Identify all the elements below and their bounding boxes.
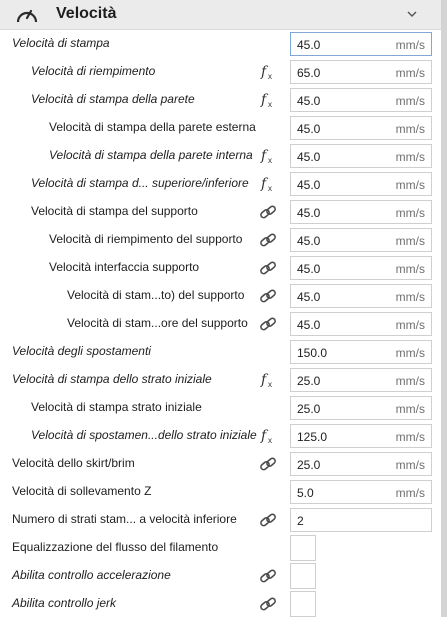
setting-row [0, 254, 441, 282]
field-unit: mm/s [395, 150, 425, 164]
link-icon[interactable] [258, 287, 278, 305]
field-value: 25.0 [297, 402, 321, 416]
setting-row [0, 338, 441, 366]
setting-label: Velocità di stam...to) del supporto [67, 288, 245, 302]
svg-text:x: x [268, 184, 272, 193]
link-icon[interactable] [258, 511, 278, 529]
field-value: 45.0 [297, 290, 321, 304]
setting-label: Velocità interfaccia supporto [49, 260, 200, 274]
setting-row [0, 142, 441, 170]
setting-value-field[interactable] [290, 340, 432, 364]
field-unit: mm/s [395, 346, 425, 360]
setting-label: Velocità di stampa dello strato iniziale [12, 372, 212, 386]
setting-checkbox[interactable] [290, 563, 316, 589]
field-unit: mm/s [395, 122, 425, 136]
field-value: 25.0 [297, 374, 321, 388]
field-unit: mm/s [395, 66, 425, 80]
link-icon[interactable] [258, 567, 278, 585]
field-unit: mm/s [395, 290, 425, 304]
setting-label: Velocità di riempimento [31, 64, 156, 78]
svg-text:x: x [268, 72, 272, 81]
setting-label: Velocità di stam...ore del supporto [67, 316, 248, 330]
field-value: 150.0 [297, 346, 328, 360]
link-icon[interactable] [258, 315, 278, 333]
svg-text:x: x [268, 156, 272, 165]
section-header-velocita[interactable] [0, 0, 441, 30]
setting-value-field[interactable] [290, 228, 432, 252]
setting-label: Velocità di stampa d... superiore/inferiore [31, 176, 249, 190]
svg-text:x: x [268, 100, 272, 109]
setting-checkbox[interactable] [290, 591, 316, 617]
field-unit: mm/s [395, 38, 425, 52]
setting-label: Velocità dello skirt/brim [12, 456, 135, 470]
setting-checkbox[interactable] [290, 535, 316, 561]
svg-text:f: f [261, 92, 267, 108]
field-unit: mm/s [395, 430, 425, 444]
fx-function-icon[interactable] [258, 63, 278, 81]
setting-row [0, 198, 441, 226]
field-value: 45.0 [297, 206, 321, 220]
field-unit: mm/s [395, 94, 425, 108]
setting-row [0, 114, 441, 142]
field-value: 45.0 [297, 94, 321, 108]
setting-label: Abilita controllo accelerazione [12, 568, 171, 582]
setting-value-field[interactable] [290, 396, 432, 420]
chevron-down-icon[interactable] [404, 7, 420, 21]
setting-row [0, 422, 441, 450]
field-unit: mm/s [395, 262, 425, 276]
field-unit: mm/s [395, 374, 425, 388]
setting-value-field[interactable] [290, 60, 432, 84]
setting-value-field[interactable] [290, 480, 432, 504]
speedometer-icon [14, 5, 40, 25]
setting-label: Velocità di sollevamento Z [12, 484, 152, 498]
field-unit: mm/s [395, 178, 425, 192]
setting-row [0, 58, 441, 86]
field-value: 65.0 [297, 66, 321, 80]
setting-value-field[interactable] [290, 424, 432, 448]
svg-text:x: x [268, 380, 272, 389]
field-unit: mm/s [395, 206, 425, 220]
setting-row [0, 562, 441, 590]
setting-value-field[interactable] [290, 200, 432, 224]
field-unit: mm/s [395, 318, 425, 332]
setting-label: Velocità di stampa [12, 36, 110, 50]
setting-row [0, 310, 441, 338]
setting-row [0, 450, 441, 478]
setting-value-field[interactable] [290, 312, 432, 336]
svg-text:f: f [261, 372, 267, 388]
setting-label: Velocità di stampa della parete esterna [49, 120, 256, 134]
setting-row [0, 478, 441, 506]
setting-label: Velocità di riempimento del supporto [49, 232, 243, 246]
field-unit: mm/s [395, 402, 425, 416]
setting-label: Equalizzazione del flusso del filamento [12, 540, 219, 554]
setting-row [0, 590, 441, 618]
setting-label: Velocità di stampa della parete [31, 92, 195, 106]
setting-row [0, 282, 441, 310]
field-value: 45.0 [297, 38, 321, 52]
setting-label: Numero di strati stam... a velocità inferiore [12, 512, 237, 526]
setting-row [0, 86, 441, 114]
setting-value-field[interactable] [290, 172, 432, 196]
fx-function-icon[interactable] [258, 91, 278, 109]
fx-function-icon[interactable] [258, 147, 278, 165]
field-value: 5.0 [297, 486, 314, 500]
setting-value-field[interactable] [290, 88, 432, 112]
field-value: 45.0 [297, 234, 321, 248]
setting-label: Velocità di stampa della parete interna [49, 148, 253, 162]
link-icon[interactable] [258, 231, 278, 249]
setting-label: Velocità di stampa del supporto [31, 204, 198, 218]
setting-value-field[interactable] [290, 144, 432, 168]
svg-text:f: f [261, 64, 267, 80]
field-unit: mm/s [395, 486, 425, 500]
field-value: 125.0 [297, 430, 328, 444]
fx-function-icon[interactable] [258, 371, 278, 389]
svg-text:x: x [268, 436, 272, 445]
setting-label: Velocità di stampa strato iniziale [31, 400, 202, 414]
field-value: 45.0 [297, 318, 321, 332]
setting-value-field[interactable] [290, 368, 432, 392]
setting-row [0, 30, 441, 58]
setting-row [0, 394, 441, 422]
field-value: 45.0 [297, 262, 321, 276]
field-value: 25.0 [297, 458, 321, 472]
setting-label: Abilita controllo jerk [12, 596, 117, 610]
fx-function-icon[interactable] [258, 427, 278, 445]
field-value: 45.0 [297, 122, 321, 136]
setting-row [0, 226, 441, 254]
setting-row [0, 534, 441, 562]
field-value: 45.0 [297, 178, 321, 192]
svg-text:f: f [261, 148, 267, 164]
setting-value-field[interactable] [290, 284, 432, 308]
setting-label: Velocità di spostamen...dello strato iniziale [31, 428, 257, 442]
setting-value-field[interactable] [290, 508, 432, 532]
scrollbar[interactable] [441, 0, 447, 617]
field-value: 45.0 [297, 150, 321, 164]
setting-row [0, 506, 441, 534]
link-icon[interactable] [258, 259, 278, 277]
setting-row [0, 170, 441, 198]
link-icon[interactable] [258, 455, 278, 473]
section-title: Velocità [56, 5, 117, 22]
setting-value-field[interactable] [290, 452, 432, 476]
fx-function-icon[interactable] [258, 175, 278, 193]
setting-value-field[interactable] [290, 116, 432, 140]
setting-value-field[interactable] [290, 256, 432, 280]
setting-row [0, 366, 441, 394]
setting-value-field[interactable] [290, 32, 432, 56]
svg-text:f: f [261, 428, 267, 444]
setting-label: Velocità degli spostamenti [12, 344, 151, 358]
field-unit: mm/s [395, 234, 425, 248]
svg-text:f: f [261, 176, 267, 192]
link-icon[interactable] [258, 595, 278, 613]
field-unit: mm/s [395, 458, 425, 472]
link-icon[interactable] [258, 203, 278, 221]
field-value: 2 [297, 514, 304, 528]
